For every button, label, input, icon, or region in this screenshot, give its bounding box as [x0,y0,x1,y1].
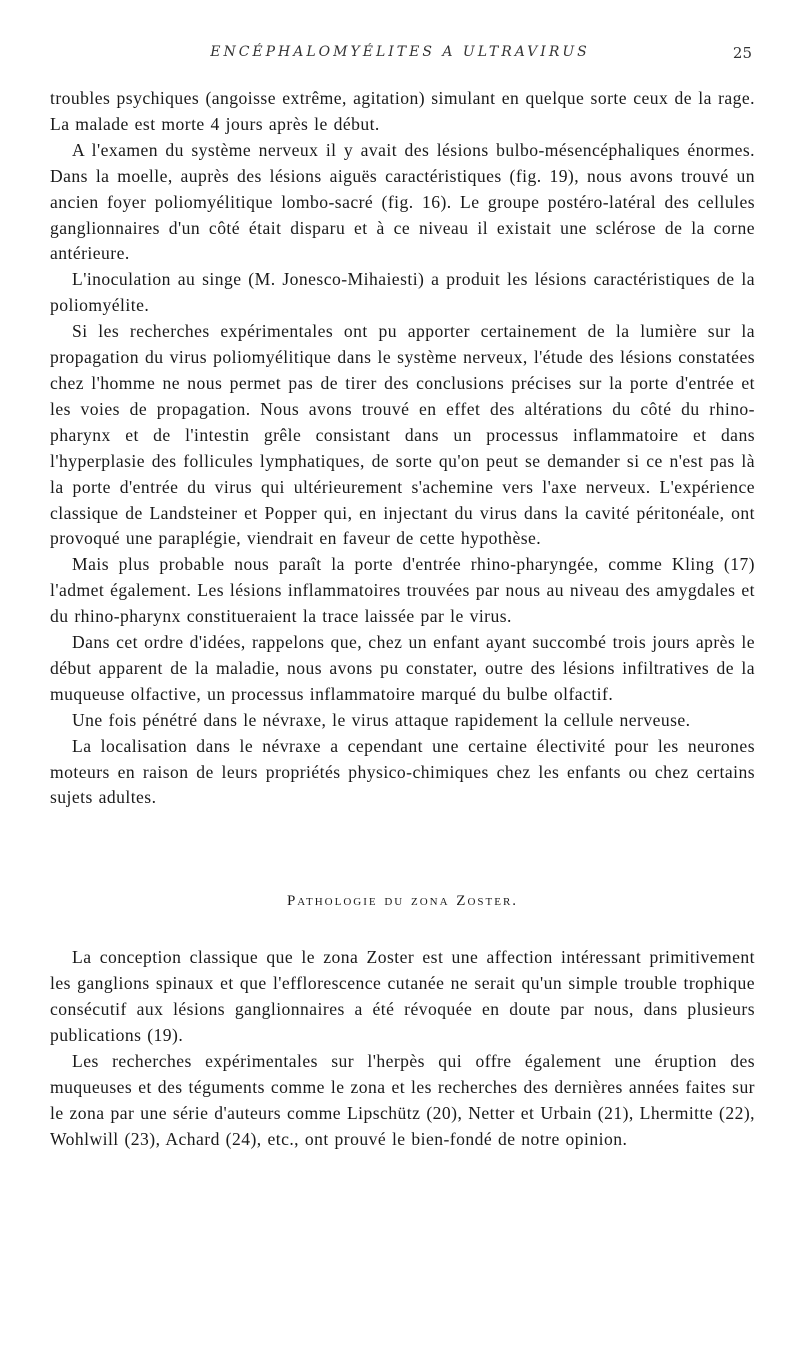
paragraph: Une fois pénétré dans le névraxe, le virus attaque rapidement la cellule nerveuse. [72,709,691,730]
paragraph: L'inoculation au singe (M. Jonesco-Mihaiesti) a produit les lésions caractéristiques de la poliomyélite. [50,269,755,316]
paragraph: A l'examen du système nerveux il y avait des lésions bulbo-mésencéphaliques énormes. Dans la moelle, auprès des lésions aiguës caractéristiques (fig. 19), nous avons trouvé un ancien foyer poliomyélitique lombo-sacré (fig. 16). Le groupe postéro-latéral des cellules ganglionnaires d'un côté était disparu et à ce niveau il existait une sclérose de la corne antérieure. [50,139,755,264]
section-heading: Pathologie du zona Zoster. [286,893,519,910]
page-number: 25 [732,44,752,62]
paragraph: Les recherches expérimentales sur l'herpès qui offre également une éruption des muqueuses et des téguments comme le zona et les recherches des dernières années faites sur le zona par une série d'auteurs comme Lipschütz (20), Netter et Urbain (21), Lhermitte (22), Wohlwill (23), Achard (24), etc., ont prouvé le bien-fondé de notre opinion. [50,1050,755,1149]
paragraph: La conception classique que le zona Zoster est une affection intéressant primitivement les ganglions spinaux et que l'efflorescence cutanée ne serait qu'un simple trouble trophique consécutif aux lésions ganglionnaires a été révoquée en doute par nous, dans plusieurs publications (19). [50,947,755,1045]
paragraph: Si les recherches expérimentales ont pu apporter certainement de la lumière sur la propagation du virus poliomyélitique dans le système nerveux, l'étude des lésions constatées chez l'homme ne nous permet pas de tirer des conclusions précises sur la porte d'entrée et les voies de propagation. Nous avons trouvé en effet des altérations du côté du rhino-pharynx et de l'intestin grêle consistant dans un processus inflammatoire et dans l'hyperplasie des follicules lymphatiques, de sorte qu'on peut se demander si ce n'est pas là la porte d'entrée du virus qui ultérieurement s'achemine vers l'axe nerveux. L'expérience classique de Landsteiner et Popper qui, en injectant du virus dans la cavité péritonéale, ont provoqué une paraplégie, viendrait en faveur de cette hypothèse. [50,321,755,549]
paragraph: La localisation dans le névraxe a cependant une certaine électivité pour les neurones moteurs en raison de leurs propriétés physico-chimiques chez les enfants ou chez certains sujets adultes. [50,735,755,808]
paragraph: troubles psychiques (angoisse extrême, agitation) simulant en quelque sorte ceux de la rage. La malade est morte 4 jours après le début. [50,88,755,134]
running-title: ENCÉPHALOMYÉLITES A ULTRAVIRUS [210,44,590,60]
body-text [50,86,755,1153]
paragraph: Mais plus probable nous paraît la porte d'entrée rhino-pharyngée, comme Kling (17) l'admet également. Les lésions inflammatoires trouvées par nous au niveau des amygdales et du rhino-pharynx constitueraient la trace laissée par le virus. [50,554,755,627]
paragraph: Dans cet ordre d'idées, rappelons que, chez un enfant ayant succombé trois jours après le début apparent de la maladie, nous avons pu constater, outre des lésions infiltratives de la muqueuse olfactive, un processus inflammatoire marqué du bulbe olfactif. [50,632,755,704]
